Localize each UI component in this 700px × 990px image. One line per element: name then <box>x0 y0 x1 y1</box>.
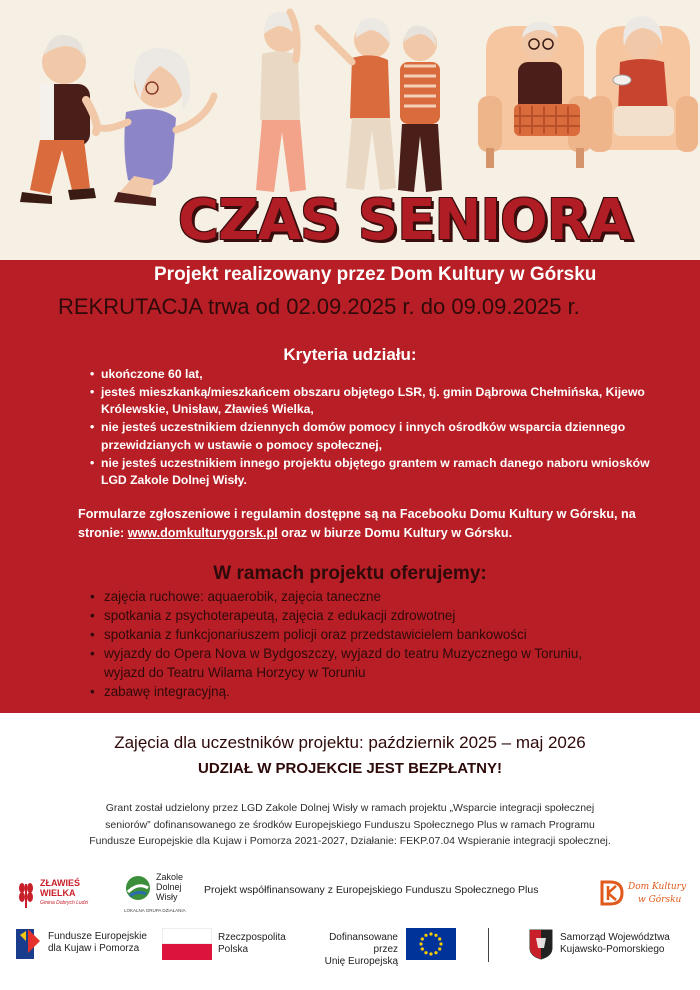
rp-line2: Polska <box>218 944 249 955</box>
criteria-item: • ukończone 60 lat, <box>90 366 650 384</box>
stretching-man <box>398 26 442 192</box>
offer-item: • spotkania z funkcjonariuszem policji oraz przedstawicielem bankowości <box>90 625 610 644</box>
grant-line: Grant został udzielony przez LGD Zakole Dolnej Wisły w ramach projektu „Wsparcie integracji społecznej <box>105 802 595 814</box>
samorzad-line1: Samorząd Województwa <box>560 932 670 943</box>
forms-text-before: Formularze zgłoszeniowe i regulamin dostępne są na Facebooku Domu Kultury w Górsku, na stronie: <box>78 507 636 540</box>
criteria-title: Kryteria udziału: <box>283 345 417 364</box>
criteria-item: • nie jesteś uczestnikiem innego projektu objętego grantem w ramach danego naboru wniosków LGD Zakole Dolnej Wisły. <box>90 455 650 490</box>
coat-of-arms-icon <box>528 928 554 960</box>
eu-flag-icon <box>406 928 456 960</box>
hero-illustration <box>0 0 700 260</box>
main-title: CZAS SENIORA <box>178 188 632 253</box>
offer-list <box>90 587 610 701</box>
zlawies-logo <box>14 874 94 914</box>
samorzad-logo <box>528 926 693 964</box>
offer-title: W ramach projektu oferujemy: <box>213 563 487 584</box>
free-participation: UDZIAŁ W PROJEKCIE JEST BEZPŁATNY! <box>198 760 502 777</box>
wheat-icon <box>14 878 38 910</box>
stretching-woman <box>256 12 306 192</box>
zakole-line3: Wisły <box>156 892 178 902</box>
dom-kultury-line2: w Górsku <box>638 895 682 905</box>
criteria-list <box>90 366 650 490</box>
offer-item: • spotkania z psychoterapeutą, zajęcia z edukacji zdrowotnej <box>90 606 610 625</box>
rp-logo <box>162 928 292 962</box>
grant-line: seniorów” dofinansowanego ze środków Europejskiego Funduszu Społecznego Plus w ramach Programu <box>105 818 595 831</box>
eu-logo <box>302 928 462 967</box>
fe-line1: Fundusze Europejskie <box>48 931 147 942</box>
eu-line2: Unię Europejską <box>324 956 398 967</box>
dom-kultury-logo <box>600 878 690 912</box>
zlawies-line1: ZŁAWIEŚ <box>40 878 80 888</box>
polish-flag-icon <box>162 928 212 960</box>
offer-item: • zajęcia ruchowe: aquaerobik, zajęcia taneczne <box>90 587 610 606</box>
grant-line: Fundusze Europejskie dla Kujaw i Pomorza 2021-2027, Działanie: FEKP.07.04 Wspieranie integracji społecznej. <box>89 835 611 847</box>
armchair-woman <box>588 16 698 152</box>
forms-info <box>78 505 638 542</box>
logo-divider <box>488 928 489 962</box>
zakole-emblem-icon <box>124 874 152 902</box>
zakole-line1: Zakole <box>156 872 184 882</box>
cofunded-text: Projekt współfinansowany z Europejskiego Funduszu Społecznego Plus <box>204 884 539 896</box>
zlawies-tagline: Gmina Dobrych Ludzi <box>40 900 89 906</box>
activity-dates: Zajęcia dla uczestników projektu: październik 2025 – maj 2026 <box>114 733 586 752</box>
criteria-item: • jesteś mieszkanką/mieszkańcem obszaru objętego LSR, tj. gmin Dąbrowa Chełmińska, Kijewo Królewskie, Unisław, Zławieś Wielka, <box>90 384 650 419</box>
samorzad-line2: Kujawsko-Pomorskiego <box>560 944 665 955</box>
zakole-line2: Dolnej <box>156 882 182 892</box>
website-link[interactable]: www.domkulturygorsk.pl <box>127 525 278 540</box>
zlawies-line2: WIELKA <box>40 888 76 898</box>
fe-logo <box>14 925 154 965</box>
fe-line2: dla Kujaw i Pomorza <box>48 943 140 954</box>
dom-kultury-emblem-icon <box>600 880 624 906</box>
dancing-woman <box>100 48 214 206</box>
stretching-woman-2 <box>318 18 396 190</box>
criteria-item: • nie jesteś uczestnikiem dziennych domów pomocy i innych ośrodków wsparcia dziennego przewidzianych w ustawie o pomocy społecznej, <box>90 419 650 454</box>
recruitment-dates: REKRUTACJA trwa od 02.09.2025 r. do 09.09.2025 r. <box>58 294 580 319</box>
offer-item: • wyjazdy do Opera Nova w Bydgoszczy, wyjazd do teatru Muzycznego w Toruniu, wyjazd do Teatru Wilama Horzycy w Toruniu <box>90 644 610 682</box>
armchair-man <box>478 22 592 168</box>
fe-flag-icon <box>14 927 42 961</box>
eu-line1: Dofinansowane przez <box>329 932 398 955</box>
zakole-logo <box>124 872 194 916</box>
offer-item: • zabawę integracyjną. <box>90 682 610 701</box>
project-subtitle: Projekt realizowany przez Dom Kultury w Górsku <box>154 264 597 285</box>
dom-kultury-line1: Dom Kultury <box>628 882 687 892</box>
forms-text-after: oraz w biurze Domu Kultury w Górsku. <box>277 525 513 540</box>
zakole-tagline: LOKALNA GRUPA DZIAŁANIA <box>124 908 186 913</box>
grant-info <box>55 800 645 850</box>
dancing-man <box>20 35 97 204</box>
rp-line1: Rzeczpospolita <box>218 932 286 943</box>
